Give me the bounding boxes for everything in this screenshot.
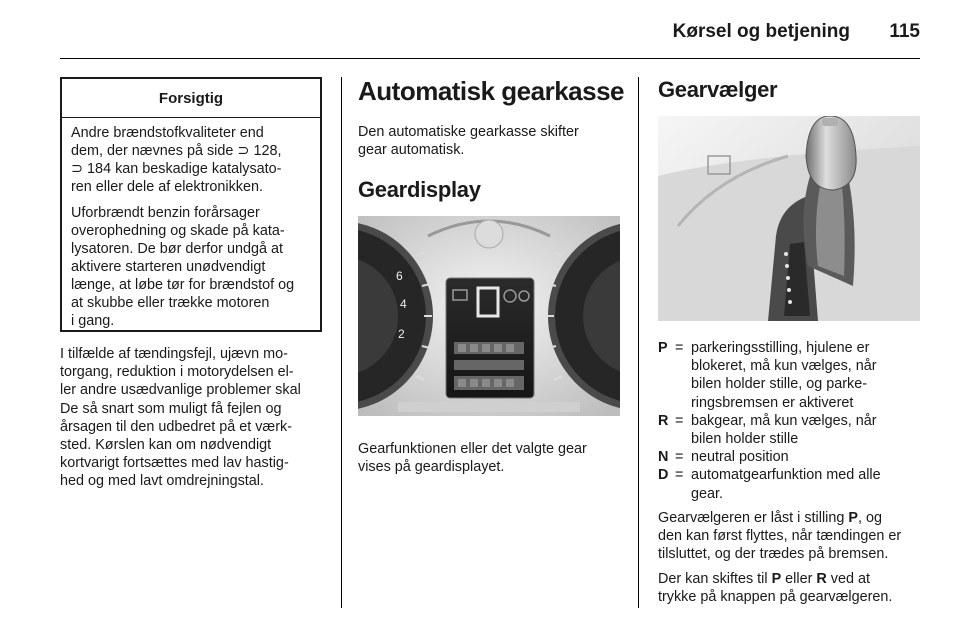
list-item [658,466,928,502]
gear-description [691,466,928,502]
text-run: Der kan skiftes til [658,571,772,587]
gauge-number: 2 [398,327,405,341]
text-line: I tilfælde af tændingsfejl, ujævn mo- [60,346,288,362]
caution-paragraph-2 [71,204,311,330]
shift-paragraph [658,570,892,606]
text-line: i gang. [71,313,115,329]
text-line: dem, der nævnes på side ⊃ 128, [71,143,282,159]
gear-description [691,448,928,466]
gauge-number: 4 [400,297,407,311]
text-line: længe, at løbe tør for brændstof og [71,277,295,293]
gear-key: R [816,571,827,587]
text-line: bilen holder stille [691,431,799,448]
text-run: eller [781,571,817,587]
text-line: automatgearfunktion med alle [691,467,881,484]
gear-key: P [658,340,668,356]
list-item [658,339,928,412]
gear-description [691,412,928,448]
gear-description [691,339,928,412]
caution-paragraph-1 [71,124,311,196]
text-line: Den automatiske gearkasse skifter [358,124,579,140]
header-rule [60,58,920,59]
text-line: ler andre usædvanlige problemer skal [60,382,301,399]
gear-key: P [771,571,782,587]
text-line: aktivere starteren unødvendigt [71,259,266,275]
geardisplay-caption [358,440,587,476]
text-line: ⊃ 184 kan beskadige katalysato- [71,161,282,177]
text-line: parkeringsstilling, hjulene er [691,340,870,356]
text-line: ren eller dele af elektronikken. [71,179,263,195]
text-line: gear automatisk. [358,142,465,159]
text-line: hed og med lavt omdrejningstal. [60,473,264,490]
gear-key: P [848,510,858,526]
lock-paragraph [658,509,901,564]
gear-key: N [658,449,669,466]
chapter-title: Kørsel og betjening [672,21,850,42]
gearselector-illustration [658,116,920,321]
instrument-cluster-drawing [358,216,620,416]
ignition-fault-paragraph [60,345,330,491]
geardisplay-illustration [358,216,620,416]
caution-title: Forsigtig [62,79,320,118]
page-header [0,0,960,62]
text-line: bilen holder stille, og parke- [691,376,867,393]
equals-sign: = [675,340,684,356]
list-item [658,412,928,448]
text-run: , og [857,510,882,526]
text-line: den kan først flyttes, når tændingen er [658,528,902,545]
text-line: årsagen til den udbedret på et værk- [60,418,292,435]
page-number: 115 [889,21,920,42]
gear-key: D [658,467,669,484]
gearselector-heading: Gearvælger [658,77,778,102]
section-title: Automatisk gearkasse [358,76,625,106]
text-line: Gearfunktionen eller det valgte gear [358,441,587,457]
text-line: ringsbremsen er aktiveret [691,394,854,411]
text-line: De så snart som muligt få fejlen og [60,400,282,417]
text-run: Gearvælgeren er låst i stilling [658,510,849,526]
text-line: overophedning og skade på kata- [71,223,285,239]
text-line: bakgear, må kun vælges, når [691,412,877,429]
text-line: vises på geardisplayet. [358,459,505,476]
list-item [658,448,928,466]
gear-key: R [658,412,669,429]
text-line: Uforbrændt benzin forårsager [71,205,260,221]
text-line: kortvarigt fortsættes med lav hastig- [60,455,289,472]
equals-sign: = [675,449,684,466]
text-line: torgang, reduktion i motorydelsen el- [60,364,294,381]
text-run: ved at [826,571,870,587]
text-line: sted. Kørslen kan om nødvendigt [60,437,272,454]
equals-sign: = [675,467,684,484]
text-line: tilsluttet, og der trædes på bremsen. [658,546,889,563]
text-line [658,509,901,527]
text-line: trykke på knappen på gearvælgeren. [658,589,893,606]
equals-sign: = [675,412,684,429]
text-line: blokeret, må kun vælges, når [691,358,877,375]
text-line: lysatoren. De bør derfor undgå at [71,241,283,257]
text-line: neutral position [691,449,789,466]
gear-lever-drawing [658,116,920,321]
text-line: Andre brændstofkvaliteter end [71,125,264,141]
text-line [658,570,892,588]
caution-body [62,118,320,330]
column-divider-1 [341,77,342,608]
column-divider-2 [638,77,639,608]
gear-position-list [658,339,928,503]
caution-box [60,77,322,332]
text-line: gear. [691,485,724,502]
geardisplay-heading: Geardisplay [358,177,481,202]
gauge-number: 6 [396,269,403,283]
text-line: at skubbe eller trække motoren [71,295,270,311]
section-intro [358,123,579,159]
